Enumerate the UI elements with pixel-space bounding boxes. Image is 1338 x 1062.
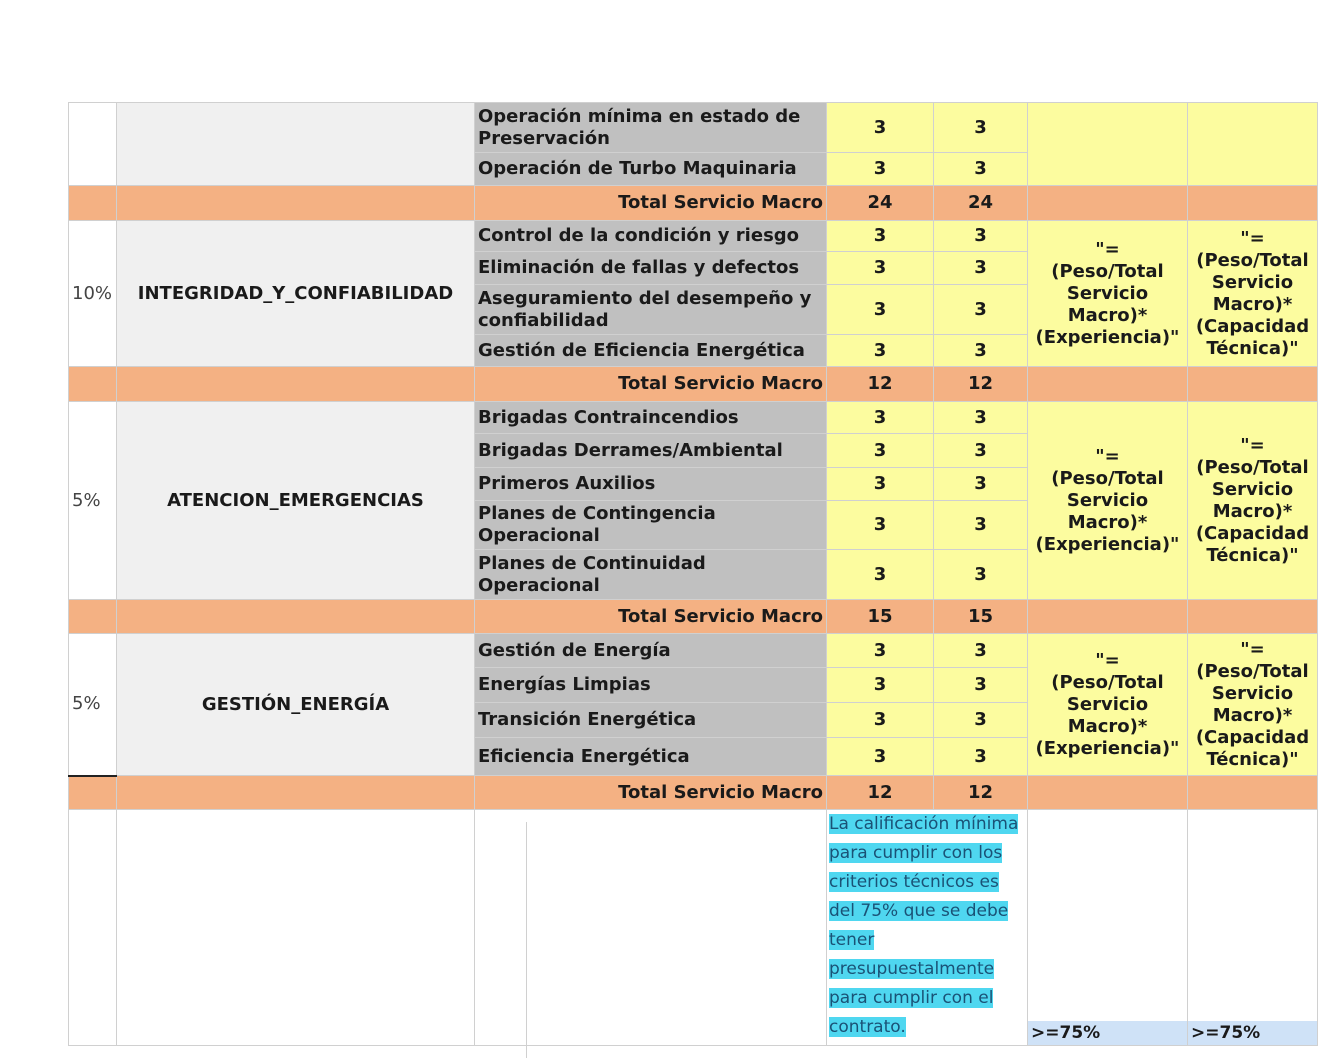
formula-cap-cell [1188, 103, 1318, 186]
value-cell: 3 [934, 402, 1028, 434]
subservice-cell: Brigadas Derrames/Ambiental [475, 434, 827, 468]
table-row [69, 221, 1318, 252]
threshold-exp: >=75% [1028, 1021, 1187, 1045]
subservice-cell: Operación mínima en estado de Preservación [475, 103, 827, 153]
threshold-exp-cell [1028, 810, 1188, 1046]
formula-cap-cell [1188, 634, 1318, 776]
value-cell: 3 [827, 501, 934, 550]
value-cell: 3 [934, 153, 1028, 186]
value-cell: 3 [827, 285, 934, 335]
value-cell: 3 [934, 434, 1028, 468]
formula-text: "= (Peso/Total Servicio Macro)* (Capacidad Técnica)" [1195, 434, 1310, 566]
subservice-cell: Planes de Contingencia Operacional [475, 501, 827, 550]
table-row [69, 810, 1318, 1046]
total-label: Total Servicio Macro [475, 367, 827, 402]
value-cell: 3 [827, 402, 934, 434]
threshold-cap-cell [1188, 810, 1318, 1046]
value-cell: 3 [934, 221, 1028, 252]
note-line: presupuestalmente [829, 959, 995, 979]
subservice-cell: Gestión de Energía [475, 634, 827, 668]
total-row [69, 367, 1318, 402]
value-cell: 3 [934, 335, 1028, 367]
column-divider [526, 822, 527, 1058]
value-cell: 3 [827, 103, 934, 153]
table-row [69, 402, 1318, 434]
formula-exp-cell [1028, 634, 1188, 776]
value-cell: 3 [934, 285, 1028, 335]
subservice-cell: Planes de Continuidad Operacional [475, 550, 827, 600]
total-label: Total Servicio Macro [475, 186, 827, 221]
value-cell: 3 [827, 738, 934, 776]
value-cell: 3 [827, 252, 934, 285]
formula-cap-cell [1188, 221, 1318, 367]
subservice-cell: Eliminación de fallas y defectos [475, 252, 827, 285]
value-cell: 3 [934, 738, 1028, 776]
value-cell: 3 [827, 550, 934, 600]
subservice-cell: Aseguramiento del desempeño y confiabilidad [475, 285, 827, 335]
value-cell: 3 [934, 668, 1028, 703]
formula-text: "= (Peso/Total Servicio Macro)* (Capacidad Técnica)" [1195, 638, 1310, 770]
note-cell [827, 810, 1028, 1046]
note-line: tener [829, 930, 875, 950]
table-row [69, 103, 1318, 153]
value-cell: 3 [934, 634, 1028, 668]
total-row [69, 186, 1318, 221]
value-cell: 3 [827, 703, 934, 738]
total-value: 15 [827, 600, 934, 634]
weight-cell [69, 103, 117, 186]
category-cell: GESTIÓN_ENERGÍA [117, 634, 475, 776]
note-line: contrato. [829, 1017, 906, 1037]
value-cell: 3 [934, 550, 1028, 600]
value-cell: 3 [827, 634, 934, 668]
value-cell: 3 [934, 468, 1028, 501]
category-cell [117, 103, 475, 186]
value-cell: 3 [827, 434, 934, 468]
subservice-cell: Brigadas Contraincendios [475, 402, 827, 434]
note-line: criterios técnicos es [829, 872, 999, 892]
total-value: 15 [934, 600, 1028, 634]
weight-cell: 5% [69, 634, 117, 776]
note-line: para cumplir con los [829, 843, 1003, 863]
total-label: Total Servicio Macro [475, 600, 827, 634]
total-value: 12 [934, 367, 1028, 402]
value-cell: 3 [827, 335, 934, 367]
total-value: 12 [827, 367, 934, 402]
formula-text: "= (Peso/Total Servicio Macro)* (Experiencia)" [1035, 649, 1180, 759]
formula-exp-cell [1028, 103, 1188, 186]
threshold-cap: >=75% [1188, 1021, 1317, 1045]
value-cell: 3 [934, 252, 1028, 285]
subservice-cell: Gestión de Eficiencia Energética [475, 335, 827, 367]
minimum-score-note [829, 810, 1027, 1042]
total-label: Total Servicio Macro [475, 776, 827, 810]
formula-text: "= (Peso/Total Servicio Macro)* (Capacidad Técnica)" [1195, 227, 1310, 359]
total-row [69, 776, 1318, 810]
subservice-cell: Transición Energética [475, 703, 827, 738]
formula-text: "= (Peso/Total Servicio Macro)* (Experiencia)" [1035, 238, 1180, 348]
value-cell: 3 [827, 468, 934, 501]
value-cell: 3 [934, 703, 1028, 738]
total-value: 12 [827, 776, 934, 810]
total-value: 24 [827, 186, 934, 221]
total-value: 12 [934, 776, 1028, 810]
table-row [69, 634, 1318, 668]
evaluation-table [68, 102, 1318, 1046]
formula-cap-cell [1188, 402, 1318, 600]
subservice-cell: Primeros Auxilios [475, 468, 827, 501]
weight-cell: 5% [69, 402, 117, 600]
note-line: para cumplir con el [829, 988, 994, 1008]
weight-cell: 10% [69, 221, 117, 367]
total-value: 24 [934, 186, 1028, 221]
subservice-cell: Control de la condición y riesgo [475, 221, 827, 252]
value-cell: 3 [934, 501, 1028, 550]
formula-exp-cell [1028, 402, 1188, 600]
value-cell: 3 [827, 153, 934, 186]
value-cell: 3 [827, 221, 934, 252]
formula-text: "= (Peso/Total Servicio Macro)* (Experiencia)" [1035, 445, 1180, 555]
note-line: La calificación mínima [829, 814, 1019, 834]
value-cell: 3 [934, 103, 1028, 153]
subservice-cell: Energías Limpias [475, 668, 827, 703]
note-line: del 75% que se debe [829, 901, 1009, 921]
value-cell: 3 [827, 668, 934, 703]
category-cell: INTEGRIDAD_Y_CONFIABILIDAD [117, 221, 475, 367]
subservice-cell: Operación de Turbo Maquinaria [475, 153, 827, 186]
formula-exp-cell [1028, 221, 1188, 367]
category-cell: ATENCION_EMERGENCIAS [117, 402, 475, 600]
total-row [69, 600, 1318, 634]
subservice-cell: Eficiencia Energética [475, 738, 827, 776]
